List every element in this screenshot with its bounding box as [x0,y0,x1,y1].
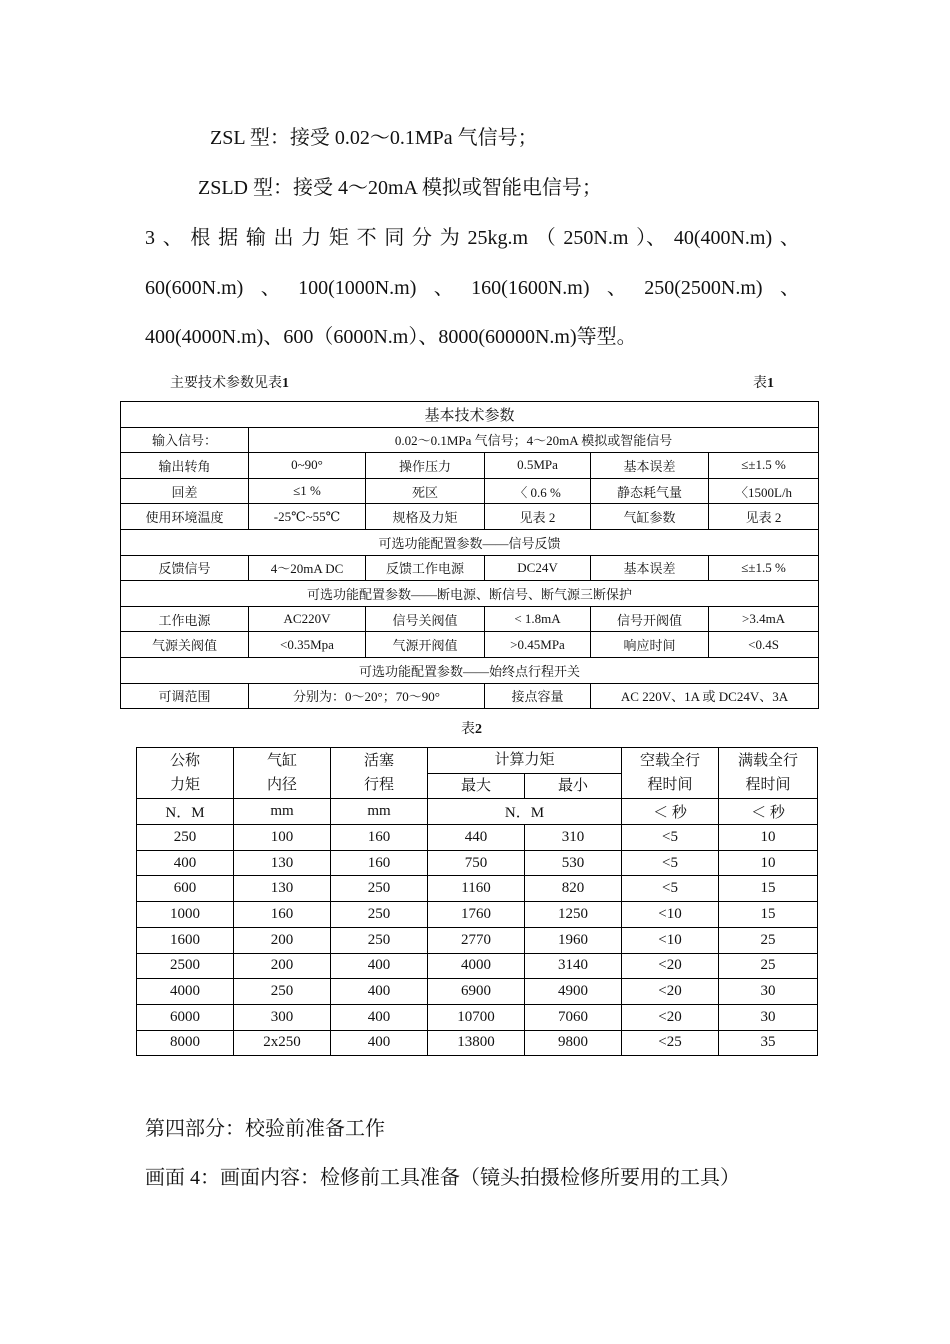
table-cell: 操作压力 [366,453,485,479]
caption-text: 主要技术参数见表 [170,376,282,391]
table-cell: 死区 [366,478,485,504]
table-cell: AC 220V、1A 或 DC24V、3A [591,683,819,709]
table-row [137,825,818,851]
text-fragment: 250N.m [563,227,629,249]
text-fragment: 250(2500N.m) [644,277,763,299]
table-row [121,529,819,555]
table-cell: 0.5MPa [485,453,591,479]
table-cell: 回差 [121,478,249,504]
table-cell: 2500 [137,953,234,979]
table-cell: 30 [719,979,818,1005]
text-fragment: 、 [779,277,800,299]
table-cell: <10 [622,927,719,953]
table-row [121,657,819,683]
header-empty-stroke-time [622,748,719,799]
text-fragment: 25kg.m [467,227,528,249]
table-cell: 1960 [525,927,622,953]
table-cell: >3.4mA [709,606,819,632]
table-cell: 4000 [428,953,525,979]
table-cell: <5 [622,876,719,902]
section-header: 可选功能配置参数——信号反馈 [121,529,819,555]
table-cell: 6000 [137,1004,234,1030]
table-row [121,606,819,632]
table-cell: 130 [234,850,331,876]
table-cell: 4～20mA DC [249,555,366,581]
header-min: 最小 [525,773,622,799]
table-cell: 输入信号： [121,427,249,453]
header-nominal-torque [137,748,234,799]
table-cell: 分别为：0～20°；70～90° [249,683,485,709]
table-cell: 1250 [525,902,622,928]
table-cell: 1600 [137,927,234,953]
table-cell: 信号关阀值 [366,606,485,632]
cylinder-spec-table [136,747,818,1056]
table-cell: 250 [331,902,428,928]
text-fragment: 力 [301,227,322,249]
caption-number: 1 [282,376,289,391]
table-cell: 25 [719,953,818,979]
table-cell: 440 [428,825,525,851]
table-cell: 〈1500L/h [709,478,819,504]
table-row [121,504,819,530]
table-cell: 400 [331,1030,428,1056]
table-cell: 1000 [137,902,234,928]
table-cell: 反馈工作电源 [366,555,485,581]
caption-number: 2 [475,722,482,737]
table-title: 基本技术参数 [121,402,819,428]
table-cell: ≤±1.5 % [709,453,819,479]
text-fragment: 分 [412,227,433,249]
table-cell: 310 [525,825,622,851]
table-cell: 400 [137,850,234,876]
body-line-torque-3: 400(4000N.m)、600（6000N.m）、8000(60000N.m)等型。 [145,326,637,348]
table-cell: ≤±1.5 % [709,555,819,581]
table-body [137,825,818,1056]
table-cell: 10 [719,850,818,876]
table-row [137,876,818,902]
body-line-torque-1 [145,226,800,250]
table-cell: <0.35Mpa [249,632,366,658]
table-cell: 见表 2 [709,504,819,530]
unit-cell: N．M [428,799,622,825]
table-cell: 2x250 [234,1030,331,1056]
table2-caption [461,721,482,739]
table-cell: 4000 [137,979,234,1005]
table-cell: 使用环境温度 [121,504,249,530]
text-fragment: 出 [273,227,294,249]
header-max: 最大 [428,773,525,799]
text-fragment: （ [535,227,556,249]
table-cell: -25℃~55℃ [249,504,366,530]
text-fragment: 输 [245,227,266,249]
header-text: 活塞 [363,753,394,770]
header-full-stroke-time [719,748,818,799]
unit-cell: mm [234,799,331,825]
table-cell: 〈 0.6 % [485,478,591,504]
header-calc-torque: 计算力矩 [428,748,622,774]
table-cell: 气缸参数 [591,504,709,530]
table-cell: 6900 [428,979,525,1005]
header-text: 气缸 [266,753,297,770]
table-cell: 基本误差 [591,453,709,479]
table-cell: 750 [428,850,525,876]
text-fragment: 60(600N.m) [145,277,244,299]
table-cell: 300 [234,1004,331,1030]
table-cell: 15 [719,876,818,902]
table-row [121,683,819,709]
table-cell: 100 [234,825,331,851]
text-fragment: 根 [190,227,211,249]
table-cell: 200 [234,927,331,953]
table-row [121,581,819,607]
table-cell: 600 [137,876,234,902]
text-fragment: 矩 [328,227,349,249]
table-row [137,850,818,876]
table-cell: <25 [622,1030,719,1056]
table-cell: 8000 [137,1030,234,1056]
table-cell: <5 [622,825,719,851]
header-text: 力矩 [169,777,200,794]
section-heading-4: 第四部分：校验前准备工作 [145,1118,385,1140]
table-cell: <20 [622,1004,719,1030]
unit-cell: mm [331,799,428,825]
table-cell: 10 [719,825,818,851]
text-fragment: 160(1600N.m) [471,277,590,299]
header-text: 空载全行 [640,753,701,770]
table-cell: >0.45MPa [485,632,591,658]
table-cell: 信号开阀值 [591,606,709,632]
caption-text: 表 [461,722,475,737]
table-cell: 13800 [428,1030,525,1056]
table-cell: 25 [719,927,818,953]
table-cell: 400 [331,1004,428,1030]
body-line-zsld: ZSLD 型：接受 4～20mA 模拟或智能电信号； [198,177,602,199]
table-cell: 9800 [525,1030,622,1056]
text-fragment: 不 [356,227,377,249]
table-cell: 响应时间 [591,632,709,658]
table-cell: 160 [331,850,428,876]
header-text: 程时间 [647,777,693,794]
table1-caption-right [753,375,774,393]
table-cell: 7060 [525,1004,622,1030]
table-cell: <10 [622,902,719,928]
header-text: 内径 [266,777,297,794]
table-cell: 10700 [428,1004,525,1030]
table-row [121,453,819,479]
header-text: 满载全行 [738,753,799,770]
text-fragment: 为 [439,227,460,249]
table-cell: 160 [234,902,331,928]
text-fragment: 3 [145,227,155,249]
section-header: 可选功能配置参数——始终点行程开关 [121,657,819,683]
table1-caption-left [170,375,289,393]
table-row [137,953,818,979]
text-fragment: 100(1000N.m) [298,277,417,299]
unit-cell: ＜ 秒 [622,799,719,825]
table-cell: <5 [622,850,719,876]
table-cell: 30 [719,1004,818,1030]
header-text: 行程 [363,777,394,794]
table-cell: ≤1 % [249,478,366,504]
table-cell: 250 [331,927,428,953]
table-cell: 接点容量 [485,683,591,709]
table-cell: <20 [622,953,719,979]
table-cell: 250 [234,979,331,1005]
table-cell: 3140 [525,953,622,979]
text-fragment: 、 [260,277,281,299]
tech-params-table [120,401,819,709]
table-cell: 530 [525,850,622,876]
table-cell: 工作电源 [121,606,249,632]
table-row [121,632,819,658]
table-cell: 气源开阀值 [366,632,485,658]
header-text: 公称 [169,753,200,770]
text-fragment: ）、 [636,227,667,249]
text-fragment: 、 [606,277,627,299]
table-cell: 静态耗气量 [591,478,709,504]
unit-cell: N．M [137,799,234,825]
body-line-zsl: ZSL 型：接受 0.02～0.1MPa 气信号； [210,127,538,149]
table-cell: 160 [331,825,428,851]
table-cell: 250 [137,825,234,851]
table-cell: 1760 [428,902,525,928]
text-fragment: 、 [433,277,454,299]
table-cell: 规格及力矩 [366,504,485,530]
text-fragment: 、 [779,227,800,249]
table-cell: 基本误差 [591,555,709,581]
unit-cell: ＜ 秒 [719,799,818,825]
table-row [137,1030,818,1056]
table-cell: 15 [719,902,818,928]
table-cell: 820 [525,876,622,902]
section-header: 可选功能配置参数——断电源、断信号、断气源三断保护 [121,581,819,607]
table-cell: 250 [331,876,428,902]
table-units-row [137,799,818,825]
table-cell: 400 [331,953,428,979]
table-row [121,555,819,581]
table-row [137,1004,818,1030]
table-cell: <0.4S [709,632,819,658]
table-cell: 见表 2 [485,504,591,530]
table-cell: 130 [234,876,331,902]
caption-number: 1 [767,376,774,391]
text-fragment: 、 [162,227,183,249]
text-fragment: 同 [384,227,405,249]
table-cell: 4900 [525,979,622,1005]
table-cell: DC24V [485,555,591,581]
table-cell: 输出转角 [121,453,249,479]
text-fragment: 据 [218,227,239,249]
table-row [121,402,819,428]
table-cell: 1160 [428,876,525,902]
body-line-torque-2 [145,276,800,300]
table-cell: 200 [234,953,331,979]
table-row [121,478,819,504]
table-row [137,979,818,1005]
table-row [137,902,818,928]
header-piston-stroke [331,748,428,799]
table-cell: <20 [622,979,719,1005]
table-cell: 可调范围 [121,683,249,709]
table-cell: 400 [331,979,428,1005]
table-cell: 35 [719,1030,818,1056]
table-cell: 2770 [428,927,525,953]
table-cell: AC220V [249,606,366,632]
table-cell: 反馈信号 [121,555,249,581]
table-cell: 0.02～0.1MPa 气信号；4～20mA 模拟或智能信号 [249,427,819,453]
table-cell: 0~90° [249,453,366,479]
table-row [137,927,818,953]
header-text: 程时间 [745,777,791,794]
table-cell: 气源关阀值 [121,632,249,658]
scene-description-4: 画面 4：画面内容：检修前工具准备（镜头拍摄检修所要用的工具） [145,1167,740,1189]
table-header-row [137,748,818,774]
text-fragment: 40(400N.m) [673,227,773,249]
table-cell: < 1.8mA [485,606,591,632]
header-cylinder-bore [234,748,331,799]
table-row [121,427,819,453]
caption-text: 表 [753,376,767,391]
